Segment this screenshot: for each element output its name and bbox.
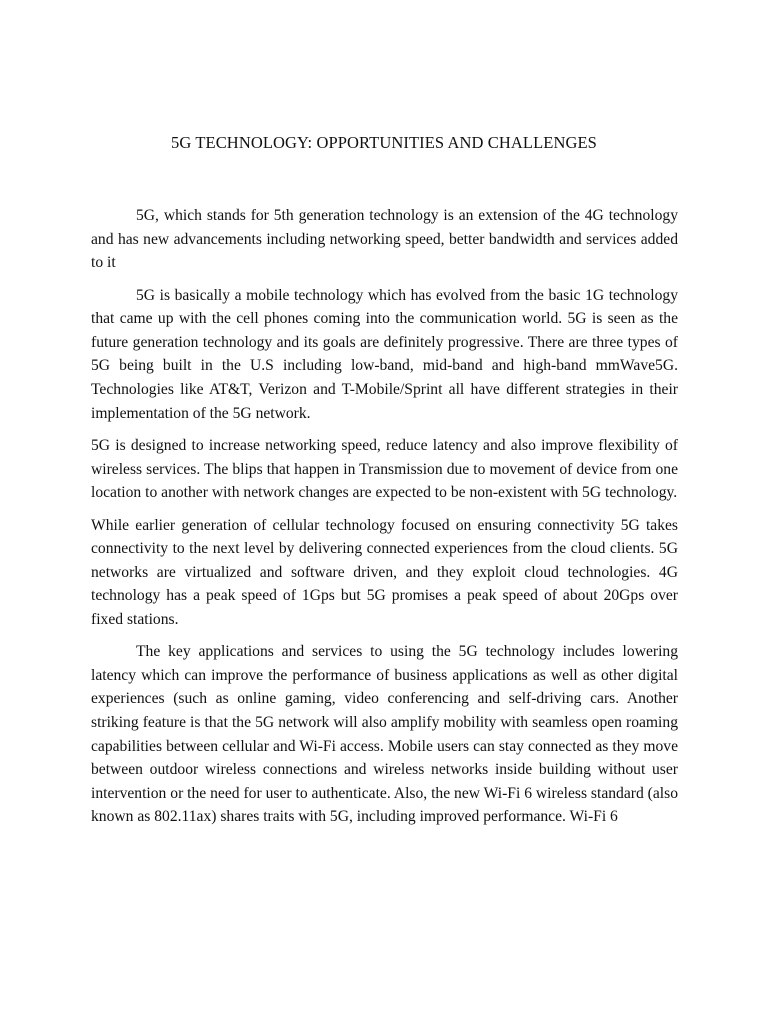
paragraph-applications: The key applications and services to using the 5G technology includes lowering latency which can improve the performance of business applications as well as other digital experiences (such as online gaming, video conferencing and self-driving cars. Another striking feature is that the 5G network will also amplify mobility with seamless open roaming capabilities between cellular and Wi-Fi access. Mobile users can stay connected as they move between outdoor wireless connections and wireless networks inside building without user intervention or the need for user to authenticate. Also, the new Wi-Fi 6 wireless standard (also known as 802.11ax) shares traits with 5G, including improved performance. Wi-Fi 6: [91, 643, 678, 826]
paragraph-mobile-technology: 5G is basically a mobile technology which has evolved from the basic 1G technology that came up with the cell phones coming into the communication world. 5G is seen as the future generation technology and its goals are definitely progressive. There are three types of 5G being built in the U.S including low-band, mid-band and high-band mmWave5G. Technologies like AT&T, Verizon and T-Mobile/Sprint all have different strategies in their implementation of the 5G network.: [91, 286, 678, 422]
paragraph-intro: 5G, which stands for 5th generation technology is an extension of the 4G technology and has new advancements including networking speed, better bandwidth and services added to it: [91, 207, 678, 272]
paragraph-connectivity: While earlier generation of cellular technology focused on ensuring connectivity 5G takes connectivity to the next level by delivering connected experiences from the cloud clients. 5G networks are virtualized and software driven, and they exploit cloud technologies. 4G technology has a peak speed of 1Gps but 5G promises a peak speed of about 20Gps over fixed stations.: [91, 516, 678, 628]
document-body: [91, 204, 678, 838]
paragraph-design-goals: 5G is designed to increase networking speed, reduce latency and also improve flexibility of wireless services. The blips that happen in Transmission due to movement of device from one location to another with network changes are expected to be non-existent with 5G technology.: [91, 436, 678, 502]
document-title: 5G TECHNOLOGY: OPPORTUNITIES AND CHALLENGES: [171, 133, 597, 152]
